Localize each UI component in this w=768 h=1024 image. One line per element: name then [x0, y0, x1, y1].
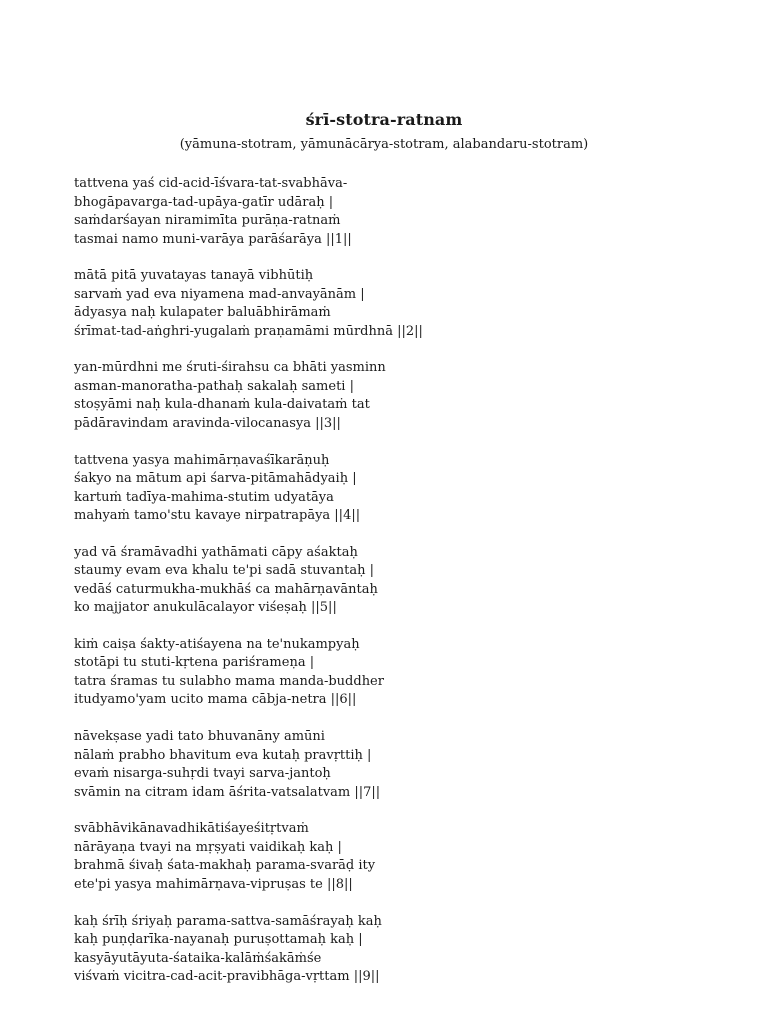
verse-line: ko majjator anukulācalayor viśeṣaḥ ||5||	[74, 600, 337, 616]
verse-line: kaḥ śrīḥ śriyaḥ parama-sattva-samāśrayaḥ kaḥ	[74, 913, 382, 929]
verse-block	[74, 175, 714, 249]
verse-block	[74, 359, 714, 433]
verse-line: brahmā śivaḥ śata-makhaḥ parama-svarāḍ ity	[74, 858, 376, 874]
verse-line: yad vā śramāvadhi yathāmati cāpy aśaktaḥ	[74, 544, 358, 560]
verse-line: bhogāpavarga-tad-upāya-gatīr udāraḥ |	[74, 194, 334, 210]
verse-line: vedāś caturmukha-mukhāś ca mahārṇavāntaḥ	[74, 581, 378, 597]
verse-line: kaḥ puṇḍarīka-nayanaḥ puruṣottamaḥ kaḥ |	[74, 932, 363, 947]
verse-line: kiṁ caiṣa śakty-atiśayena na te'nukampyaḥ	[74, 636, 360, 652]
verse-line: tattvena yasya mahimārṇavaśīkarāṇuḥ	[74, 452, 330, 468]
verse-line: itudyamo'yam ucito mama cābja-netra ||6||	[74, 692, 357, 708]
verse-line: nāvekṣase yadi tato bhuvanāny amūni	[74, 729, 325, 745]
verse-line: stotāpi tu stuti-kṛtena pariśrameṇa |	[74, 655, 315, 671]
verse-line: tatra śramas tu sulabho mama manda-buddher	[74, 673, 384, 689]
verse-block	[74, 913, 714, 987]
verse-line: śrīmat-tad-aṅghri-yugalaṁ praṇamāmi mūrdhnā ||2||	[74, 323, 423, 339]
verse-line: nālaṁ prabho bhavitum eva kutaḥ pravṛttiḥ |	[74, 747, 372, 763]
verse-line: nārāyaṇa tvayi na mṛṣyati vaidikaḥ kaḥ |	[74, 839, 342, 855]
verse-line: kasyāyutāyuta-śataika-kalāṁśakāṁśe	[74, 950, 322, 966]
document-title: śrī-stotra-ratnam	[305, 110, 463, 129]
verse-line: svābhāvikānavadhikātiśayeśitṛtvaṁ	[74, 821, 309, 837]
verse-line: saṁdarśayan niramimīta purāṇa-ratnaṁ	[74, 213, 341, 228]
verse-line: kartuṁ tadīya-mahima-stutim udyatāya	[74, 489, 334, 505]
verse-line: mahyaṁ tamo'stu kavaye nirpatrapāya ||4||	[74, 508, 361, 524]
verse-line: ete'pi yasya mahimārṇava-vipruṣas te ||8||	[74, 876, 353, 892]
verse-block	[74, 636, 714, 710]
verse-list	[74, 175, 714, 1005]
verse-line: mātā pitā yuvatayas tanayā vibhūtiḥ	[74, 268, 314, 284]
verse-line: svāmin na citram idam āśrita-vatsalatvam ||7||	[74, 784, 381, 800]
verse-line: pādāravindam aravinda-vilocanasya ||3||	[74, 415, 341, 431]
verse-line: śakyo na mātum api śarva-pitāmahādyaiḥ |	[74, 471, 357, 487]
verse-line: stoṣyāmi naḥ kula-dhanaṁ kula-daivataṁ tat	[74, 397, 370, 413]
verse-block	[74, 267, 714, 341]
verse-line: tattvena yaś cid-acid-īśvara-tat-svabhāva-	[74, 176, 348, 191]
document-subtitle: (yāmuna-stotram, yāmunācārya-stotram, alabandaru-stotram)	[179, 137, 589, 152]
verse-line: yan-mūrdhni me śruti-śirahsu ca bhāti yasminn	[74, 360, 386, 376]
verse-block	[74, 820, 714, 894]
verse-block	[74, 452, 714, 526]
verse-line: asman-manoratha-pathaḥ sakalaḥ sameti |	[74, 378, 354, 394]
verse-line: sarvaṁ yad eva niyamena mad-anvayānām |	[74, 286, 365, 302]
verse-line: staumy evam eva khalu te'pi sadā stuvantaḥ |	[74, 563, 374, 579]
verse-line: evaṁ nisarga-suhṛdi tvayi sarva-jantoḥ	[74, 766, 331, 782]
verse-line: ādyasya naḥ kulapater baluābhirāmaṁ	[74, 305, 331, 321]
verse-block	[74, 544, 714, 618]
verse-line: viśvaṁ vicitra-cad-acit-pravibhāga-vṛttam ||9||	[74, 969, 380, 984]
verse-block	[74, 728, 714, 802]
verse-line: tasmai namo muni-varāya parāśarāya ||1||	[74, 231, 352, 247]
